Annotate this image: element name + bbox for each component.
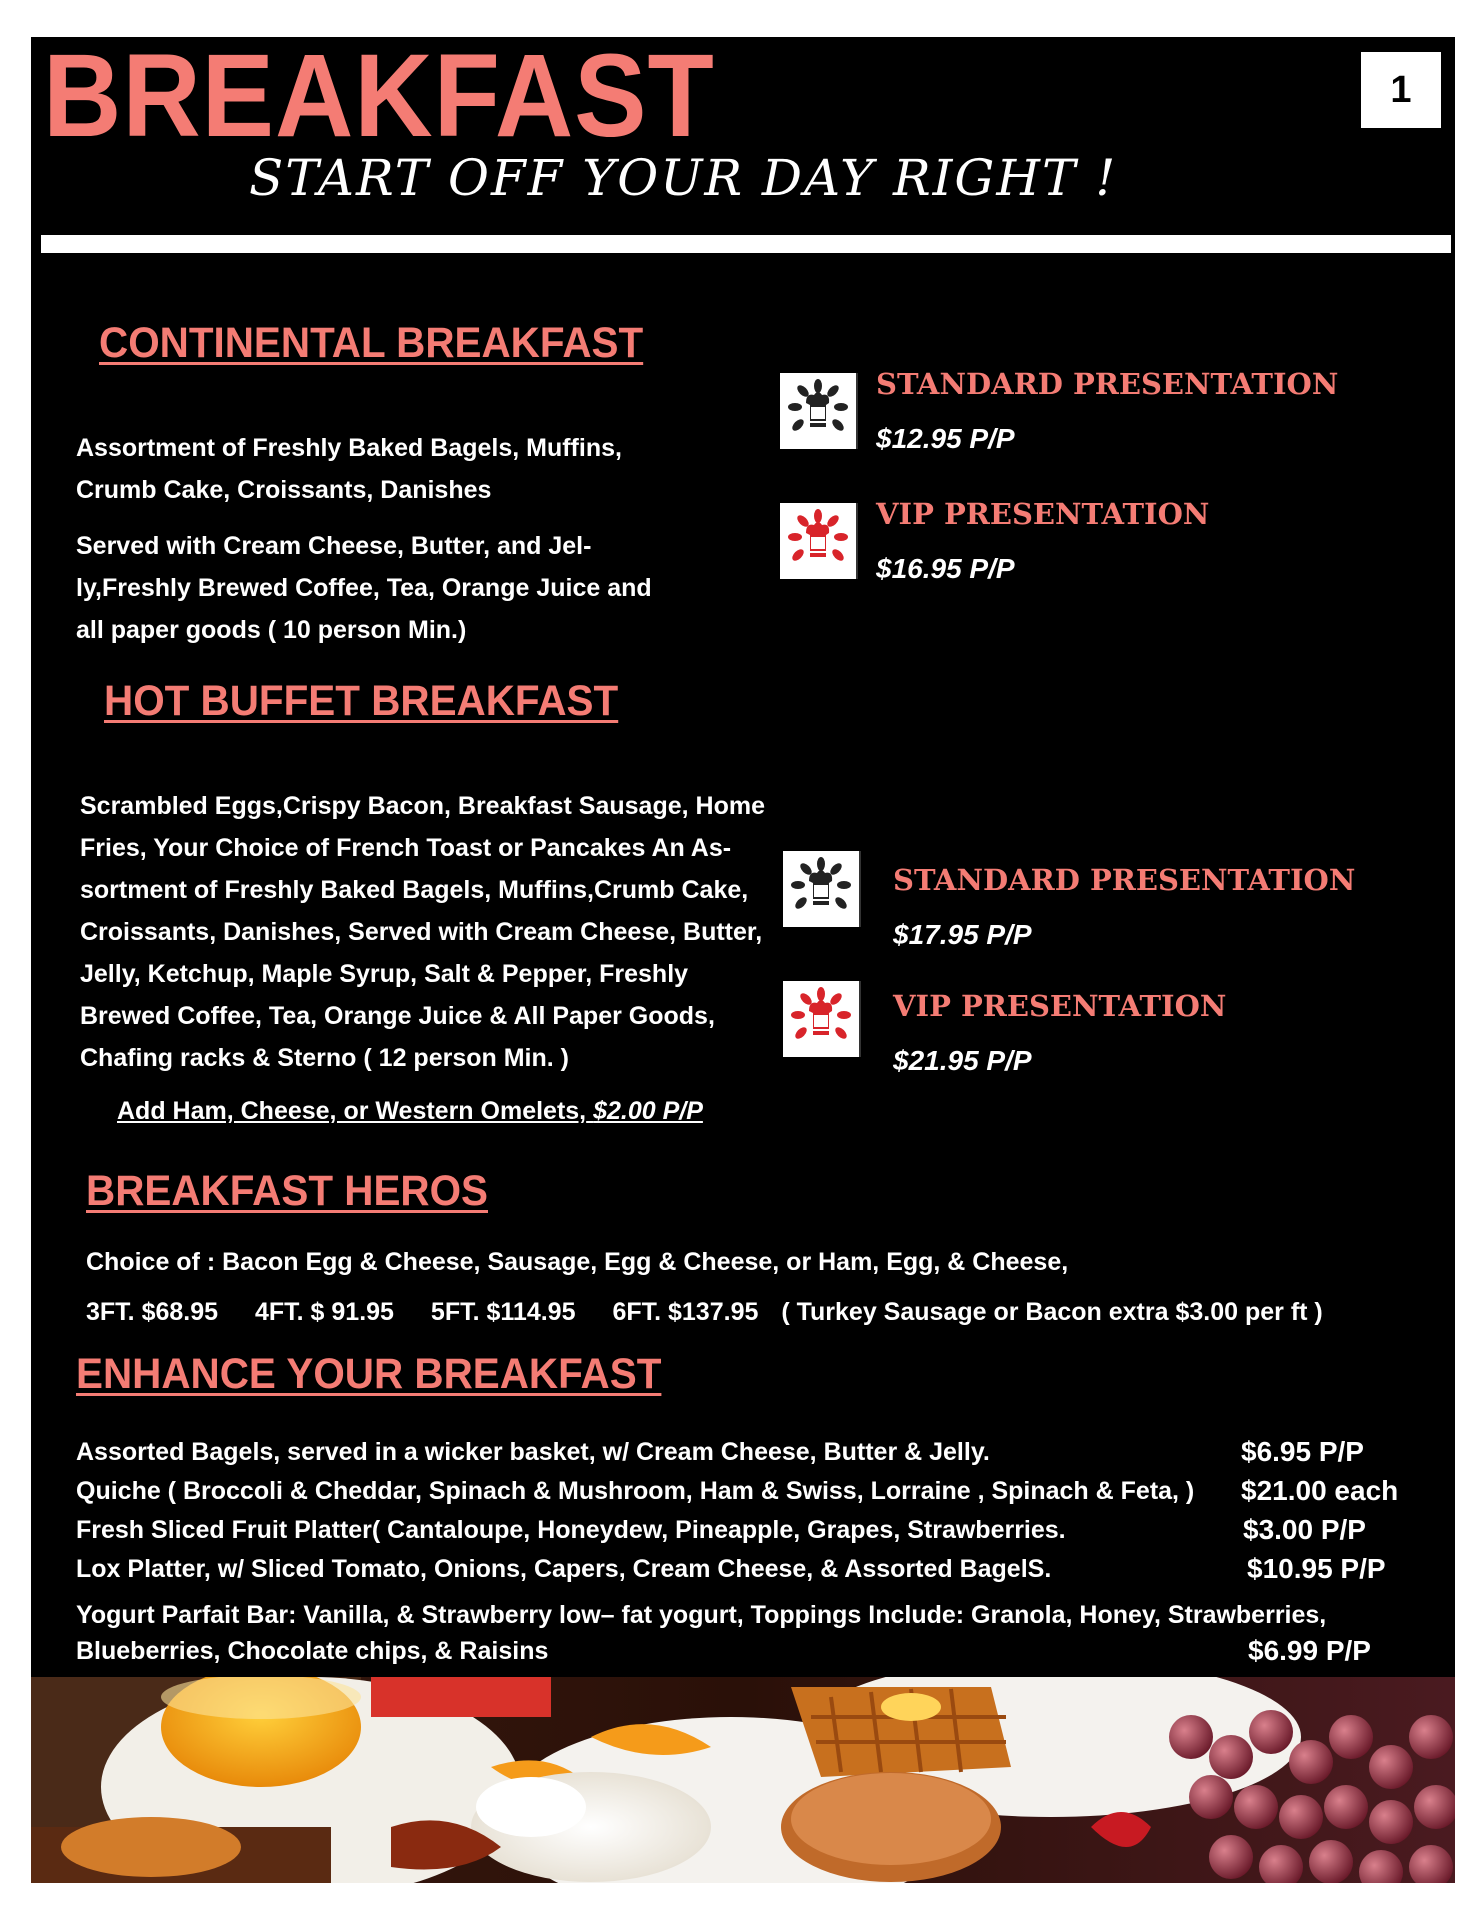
chef-hat-laurel-icon	[780, 503, 858, 579]
standard-presentation-label: STANDARD PRESENTATION	[893, 863, 1356, 897]
continental-line: ly,Freshly Brewed Coffee, Tea, Orange Juice and	[76, 574, 652, 602]
enhance-item-price: $21.00 each	[1241, 1475, 1399, 1506]
enhance-item: Assorted Bagels, served in a wicker basket, w/ Cream Cheese, Butter & Jelly.	[76, 1438, 990, 1466]
omelet-addon-text: Add Ham, Cheese, or Western Omelets,	[117, 1097, 587, 1125]
chef-hat-laurel-icon	[780, 373, 858, 449]
hot-buffet-line: Jelly, Ketchup, Maple Syrup, Salt & Pepper, Freshly	[80, 960, 689, 988]
enhance-item: Fresh Sliced Fruit Platter( Cantaloupe, Honeydew, Pineapple, Grapes, Strawberries.	[76, 1516, 1066, 1544]
continental-description	[76, 427, 652, 651]
yogurt-parfait-price: $6.99 P/P	[1248, 1635, 1371, 1666]
tagline: START OFF YOUR DAY RIGHT !	[249, 149, 1118, 207]
continental-heading: CONTINENTAL BREAKFAST	[99, 319, 644, 367]
enhance-item-price: $3.00 P/P	[1243, 1514, 1366, 1545]
vip-presentation-label: VIP PRESENTATION	[876, 497, 1210, 531]
continental-line: Served with Cream Cheese, Butter, and Jel-	[76, 532, 592, 560]
page-number: 1	[1361, 52, 1441, 128]
hot-buffet-line: Scrambled Eggs,Crispy Bacon, Breakfast Sausage, Home	[80, 792, 765, 820]
hot-buffet-description	[80, 785, 765, 1079]
omelet-addon-price: $2.00 P/P	[593, 1097, 703, 1125]
vip-presentation-label: VIP PRESENTATION	[893, 989, 1227, 1023]
chef-hat-laurel-icon	[783, 851, 861, 927]
hero-size-price: 6FT. $137.95	[612, 1298, 759, 1326]
breakfast-food-photo	[31, 1677, 1455, 1883]
page-title: BREAKFAST	[43, 30, 715, 162]
enhance-item: Lox Platter, w/ Sliced Tomato, Onions, Capers, Cream Cheese, & Assorted BagelS.	[76, 1555, 1052, 1583]
hot-buffet-line: Croissants, Danishes, Served with Cream Cheese, Butter,	[80, 918, 763, 946]
header-divider	[41, 235, 1451, 253]
hot-buffet-line: Chafing racks & Sterno ( 12 person Min. )	[80, 1044, 569, 1072]
standard-presentation-label: STANDARD PRESENTATION	[876, 367, 1339, 401]
hero-size-price: 3FT. $68.95	[86, 1298, 219, 1326]
standard-presentation-price: $12.95 P/P	[876, 423, 1015, 454]
standard-presentation-price: $17.95 P/P	[893, 919, 1032, 950]
menu-page	[31, 30, 1455, 1883]
hero-extra-note: ( Turkey Sausage or Bacon extra $3.00 per ft )	[781, 1298, 1323, 1326]
yogurt-parfait-line: Blueberries, Chocolate chips, & Raisins	[76, 1637, 549, 1665]
enhance-heading: ENHANCE YOUR BREAKFAST	[76, 1350, 662, 1398]
enhance-item-price: $6.95 P/P	[1241, 1436, 1364, 1467]
heros-choice: Choice of : Bacon Egg & Cheese, Sausage, Egg & Cheese, or Ham, Egg, & Cheese,	[86, 1248, 1069, 1276]
continental-line: Assortment of Freshly Baked Bagels, Muffins,	[76, 434, 622, 462]
enhance-item: Quiche ( Broccoli & Cheddar, Spinach & Mushroom, Ham & Swiss, Lorraine , Spinach & Feta, )	[76, 1477, 1195, 1505]
yogurt-parfait-line: Yogurt Parfait Bar: Vanilla, & Strawberry low– fat yogurt, Toppings Include: Granola, Honey, Strawberries,	[76, 1601, 1327, 1629]
omelet-addon	[117, 1097, 703, 1126]
vip-presentation-price: $21.95 P/P	[893, 1045, 1032, 1076]
hot-buffet-line: sortment of Freshly Baked Bagels, Muffins,Crumb Cake,	[80, 876, 749, 904]
hot-buffet-heading: HOT BUFFET BREAKFAST	[104, 677, 619, 725]
chef-hat-laurel-icon	[783, 981, 861, 1057]
vip-presentation-price: $16.95 P/P	[876, 553, 1015, 584]
hero-size-price: 5FT. $114.95	[430, 1298, 576, 1326]
enhance-item-price: $10.95 P/P	[1247, 1553, 1386, 1584]
heros-heading: BREAKFAST HEROS	[86, 1167, 488, 1215]
continental-line: Crumb Cake, Croissants, Danishes	[76, 476, 492, 504]
hot-buffet-line: Fries, Your Choice of French Toast or Pancakes An As-	[80, 834, 732, 862]
heros-sizes	[86, 1291, 1323, 1333]
hero-size-price: 4FT. $ 91.95	[254, 1298, 394, 1326]
continental-line: all paper goods ( 10 person Min.)	[76, 616, 467, 644]
hot-buffet-line: Brewed Coffee, Tea, Orange Juice & All Paper Goods,	[80, 1002, 715, 1030]
